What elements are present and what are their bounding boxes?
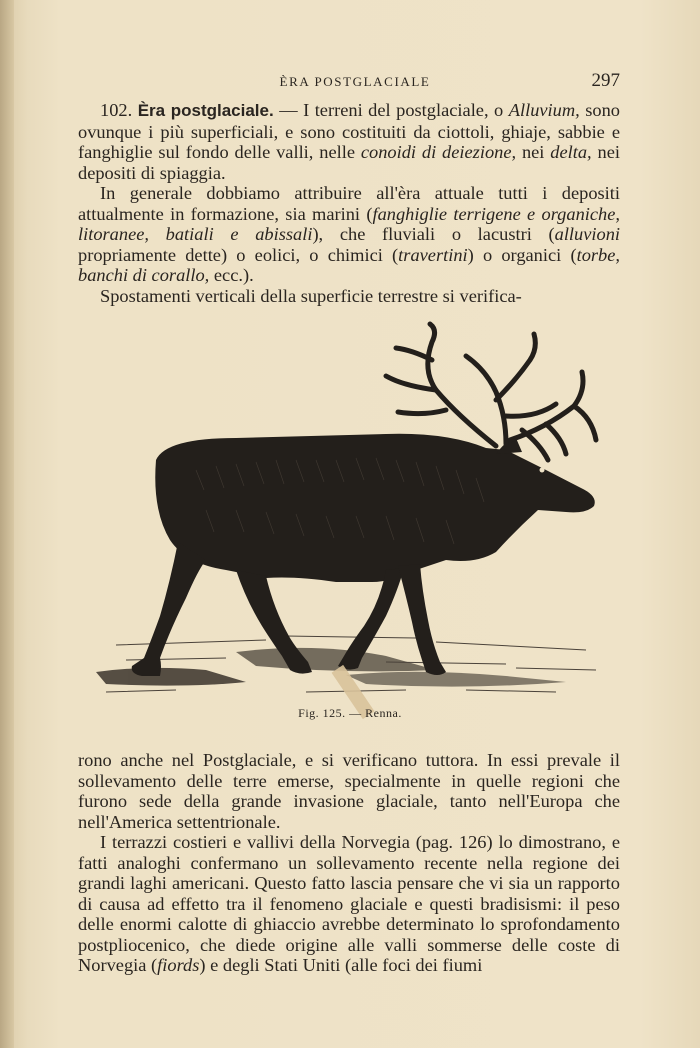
paragraph-text: propriamente dette) o eolici, o chimici ( — [78, 244, 399, 265]
italic-term: travertini — [398, 244, 468, 265]
paragraph-2 — [78, 183, 620, 286]
paragraph-1 — [78, 100, 620, 183]
paragraph-text: In generale dobbiamo attribuire all'èra attuale tutti i depositi attualmente in formazione, sia marini ( — [78, 183, 620, 224]
text-block-top — [78, 100, 620, 306]
italic-term: torbe, banchi di corallo, — [78, 244, 620, 285]
reindeer-illustration — [86, 320, 606, 710]
text-block-bottom — [78, 750, 620, 976]
italic-term: fiords — [157, 955, 200, 975]
paragraph-4: rono anche nel Postglaciale, e si verificano tuttora. In essi prevale il sollevamento delle terre emerse, specialmente in quelle regioni che furono sede della grande invasione glaciale, tanto nell'Europa che nell'America settentrionale. — [78, 750, 620, 832]
reindeer-body — [132, 434, 595, 676]
reindeer-eye — [540, 468, 545, 473]
paragraph-5 — [78, 832, 620, 976]
section-number: 102. — [100, 100, 133, 120]
page-header — [0, 72, 700, 94]
ground-shadow — [96, 648, 566, 687]
paragraph-text: I terrazzi costieri e vallivi della Norvegia (pag. 126) lo dimostrano, e fatti analoghi confermano un sollevamento recente nella regione dei grandi laghi americani. Questo fatto lascia pensare che vi sia un rapporto di causa ad effetto tra il fenomeno glaciale e questi bradisismi: il peso delle enormi calotte di ghiaccio avrebbe determinato lo sprofondamento postpliocenico, che diede origine alle valli sommerse delle coste di Norvegia ( — [78, 832, 620, 975]
section-title: Èra postglaciale. — [137, 101, 274, 120]
paragraph-text: nei — [516, 142, 551, 162]
italic-term: alluvioni — [554, 224, 621, 244]
paragraph-text: — I terreni del postglaciale, o — [273, 100, 509, 120]
paragraph-text: ) e degli Stati Uniti (alle foci dei fiumi — [199, 955, 483, 975]
paragraph-text: ), che fluviali o lacustri ( — [312, 224, 555, 244]
italic-term: delta, — [550, 142, 592, 162]
paragraph-text: ) o organici ( — [467, 244, 577, 265]
paragraph-3: Spostamenti verticali della superficie terrestre si verifica- — [100, 285, 522, 306]
running-head: ÈRA POSTGLACIALE — [279, 74, 431, 89]
italic-term: fanghiglie terrigene e organiche, litoranee, batiali e abissali — [78, 203, 620, 244]
page-gutter — [0, 0, 14, 1048]
italic-term: conoidi di deiezione, — [360, 142, 517, 162]
figure-caption: Fig. 125. — Renna. — [298, 706, 402, 720]
italic-term: Alluvium, — [508, 100, 580, 120]
paragraph-text: sono ovunque i più superficiali, e sono costituiti da ciottoli, ghiaje, sabbie e fanghiglie sul fondo delle valli, nelle — [78, 100, 620, 162]
paragraph-text: nei depositi di spiaggia. — [78, 142, 620, 183]
page-number: 297 — [591, 70, 620, 91]
paragraph-text: ecc.). — [209, 265, 254, 285]
